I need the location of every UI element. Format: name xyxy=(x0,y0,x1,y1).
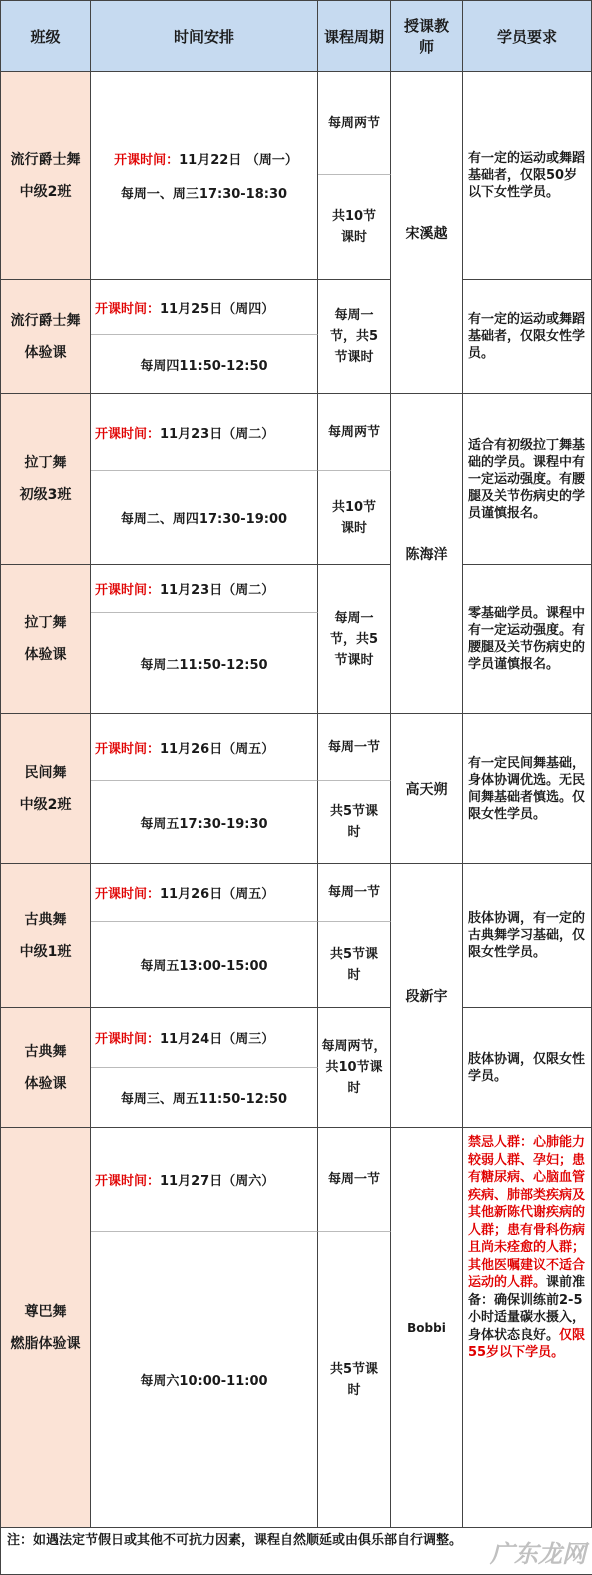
start-date: 11月23日（周二） xyxy=(160,583,275,598)
class-name-cell xyxy=(0,280,91,394)
start-date: 11月25日（周四） xyxy=(160,301,275,317)
start-date: 11月26日（周五） xyxy=(160,887,275,902)
teacher-name: 段新宇 xyxy=(391,864,463,1128)
schedule-text: 每周二、周四17:30-19:00 xyxy=(91,471,318,565)
class-name-cell xyxy=(0,864,91,1008)
start-time xyxy=(91,714,318,781)
requirement-text: 零基础学员。课程中有一定运动强度。有腰腿及关节伤病史的学员谨慎报名。 xyxy=(463,565,592,714)
class-name-cell xyxy=(0,1128,91,1528)
period-top: 每周一节 xyxy=(318,714,391,781)
class-name-line2: 初级3班 xyxy=(19,487,72,503)
class-name-cell xyxy=(0,1008,91,1128)
header-period: 课程周期 xyxy=(318,0,391,72)
start-date: 11月23日（周二） xyxy=(160,426,275,442)
teacher-name: Bobbi xyxy=(391,1128,463,1528)
class-name-line2: 中级1班 xyxy=(19,943,72,960)
start-time xyxy=(91,1008,318,1068)
start-label: 开课时间： xyxy=(95,426,161,442)
start-label: 开课时间： xyxy=(114,153,180,168)
footer-note: 注：如遇法定节假日或其他不可抗力因素，课程自然顺延或由俱乐部自行调整。 xyxy=(0,1528,592,1575)
class-name-line2: 中级2班 xyxy=(19,796,72,813)
header-class: 班级 xyxy=(0,0,91,72)
start-date: 11月27日（周六） xyxy=(160,1174,275,1189)
period-bottom: 共10节课时 xyxy=(318,175,391,280)
schedule-text: 每周五17:30-19:30 xyxy=(91,781,318,864)
teacher-name: 陈海洋 xyxy=(391,394,463,714)
period-bottom: 共5节课时 xyxy=(318,1232,391,1528)
schedule-text: 每周六10:00-11:00 xyxy=(91,1232,318,1528)
start-date: 11月22日 （周一） xyxy=(179,153,298,168)
requirement-text: 适合有初级拉丁舞基础的学员。课程中有一定运动强度。有腰腿及关节伤病史的学员谨慎报名。 xyxy=(463,394,592,565)
header-time: 时间安排 xyxy=(91,0,318,72)
schedule-text: 每周四11:50-12:50 xyxy=(91,335,318,394)
class-name-line2: 体验课 xyxy=(24,647,67,663)
period-top: 每周两节 xyxy=(318,394,391,471)
class-name-cell xyxy=(0,394,91,565)
start-time xyxy=(91,1128,318,1232)
teacher-name: 高天朔 xyxy=(391,714,463,864)
requirement-text: 有一定的运动或舞蹈基础者，仅限女性学员。 xyxy=(463,280,592,394)
class-name-cell xyxy=(0,72,91,280)
requirement-age-limit: 仅限55岁以下学员。 xyxy=(468,1327,586,1360)
start-label: 开课时间： xyxy=(95,1174,161,1189)
requirement-text: 肢体协调，有一定的古典舞学习基础，仅限女性学员。 xyxy=(463,864,592,1008)
period-text: 每周两节，共10节课时 xyxy=(318,1008,391,1128)
start-label: 开课时间： xyxy=(95,741,161,757)
watermark-logo: 广东龙网 xyxy=(490,1540,586,1568)
schedule-text: 每周一、周三17:30-18:30 xyxy=(120,187,288,202)
period-top: 每周一节 xyxy=(318,864,391,922)
schedule-text: 每周五13:00-15:00 xyxy=(91,922,318,1008)
start-time xyxy=(91,394,318,471)
header-requirement: 学员要求 xyxy=(463,0,592,72)
period-top: 每周两节 xyxy=(318,72,391,175)
period-bottom: 共5节课时 xyxy=(318,781,391,864)
start-label: 开课时间： xyxy=(95,887,161,902)
class-name-line2: 燃脂体验课 xyxy=(10,1335,81,1352)
start-date: 11月26日（周五） xyxy=(160,741,275,757)
requirement-text: 有一定的运动或舞蹈基础者，仅限50岁以下女性学员。 xyxy=(463,72,592,280)
start-date: 11月24日（周三） xyxy=(160,1032,275,1047)
start-label: 开课时间： xyxy=(95,301,161,317)
start-time xyxy=(91,565,318,613)
period-text: 每周一节，共5节课时 xyxy=(318,280,391,394)
start-time xyxy=(110,142,298,176)
class-name-line2: 体验课 xyxy=(24,1075,67,1092)
start-label: 开课时间： xyxy=(95,1032,161,1047)
class-name-line1: 民间舞 xyxy=(24,764,67,781)
schedule-text: 每周三、周五11:50-12:50 xyxy=(91,1068,318,1128)
class-name-line1: 流行爵士舞 xyxy=(10,312,81,329)
class-name-cell xyxy=(0,714,91,864)
time-cell xyxy=(91,72,318,280)
schedule-text: 每周二11:50-12:50 xyxy=(91,613,318,714)
requirement-text: 肢体协调，仅限女性学员。 xyxy=(463,1008,592,1128)
class-name-line2: 中级2班 xyxy=(19,183,72,200)
period-bottom: 共10节课时 xyxy=(318,471,391,565)
header-teacher: 授课教师 xyxy=(391,0,463,72)
requirement-text: 有一定民间舞基础，身体协调优选。无民间舞基础者慎选。仅限女性学员。 xyxy=(463,714,592,864)
period-text: 每周一节，共5节课时 xyxy=(318,565,391,714)
class-name-cell xyxy=(0,565,91,714)
teacher-name: 宋溪越 xyxy=(391,72,463,394)
class-name-line1: 尊巴舞 xyxy=(24,1303,67,1320)
class-name-line1: 拉丁舞 xyxy=(24,615,67,631)
start-time xyxy=(91,280,318,335)
requirement-text xyxy=(463,1128,592,1528)
start-label: 开课时间： xyxy=(95,583,161,598)
class-name-line1: 流行爵士舞 xyxy=(10,151,81,168)
period-bottom: 共5节课时 xyxy=(318,922,391,1008)
requirement-contraindications: 禁忌人群：心肺能力较弱人群、孕妇；患有糖尿病、心脑血管疾病、肺部类疾病及其他新陈代谢疾病的人群；患有骨科伤病且尚未痊愈的人群；其他医嘱建议不适合运动的人群。 xyxy=(468,1135,586,1290)
period-top: 每周一节 xyxy=(318,1128,391,1232)
class-name-line1: 古典舞 xyxy=(24,1043,67,1060)
start-time xyxy=(91,864,318,922)
class-name-line1: 古典舞 xyxy=(24,911,67,928)
class-name-line1: 拉丁舞 xyxy=(24,455,67,471)
requirement-preparation: 课前准备：确保训练前2-5小时适量碳水摄入，身体状态良好。 xyxy=(468,1275,586,1343)
class-name-line2: 体验课 xyxy=(24,344,67,361)
